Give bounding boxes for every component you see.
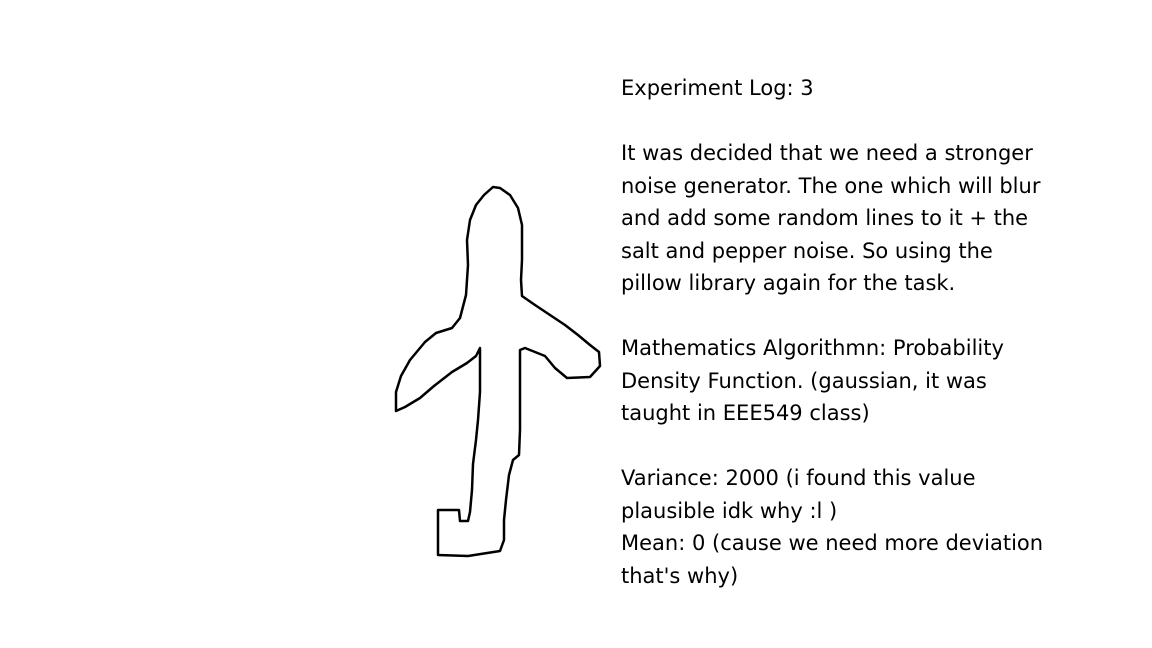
sketch-outline <box>396 187 600 556</box>
spacer <box>621 430 1091 463</box>
log-paragraph2-line: taught in EEE549 class) <box>621 401 870 425</box>
log-paragraph2-line: Density Function. (gaussian, it was <box>621 368 987 393</box>
log-paragraph3-line: Variance: 2000 (i found this value <box>621 466 976 490</box>
sketch-svg <box>380 170 620 570</box>
log-title: Experiment Log: 3 <box>621 76 814 100</box>
log-paragraph1-line: pillow library again for the task. <box>621 271 956 295</box>
log-paragraph1-line: noise generator. The one which will blur <box>621 173 1041 198</box>
log-paragraph3-line: plausible idk why :l ) <box>621 498 838 523</box>
log-paragraph1-line: and add some random lines to it + the <box>621 206 1029 230</box>
log-paragraph1-line: salt and pepper noise. So using the <box>621 238 993 263</box>
spacer <box>621 105 1091 138</box>
hand-drawn-figure-icon <box>380 170 620 570</box>
log-paragraph1-line: It was decided that we need a stronger <box>621 141 1033 165</box>
log-paragraph2-line: Mathematics Algorithmn: Probability <box>621 336 1004 360</box>
log-paragraph3-line: that's why) <box>621 563 739 588</box>
experiment-log <box>621 72 1091 592</box>
spacer <box>621 300 1091 333</box>
log-paragraph3-line: Mean: 0 (cause we need more deviation <box>621 531 1044 555</box>
